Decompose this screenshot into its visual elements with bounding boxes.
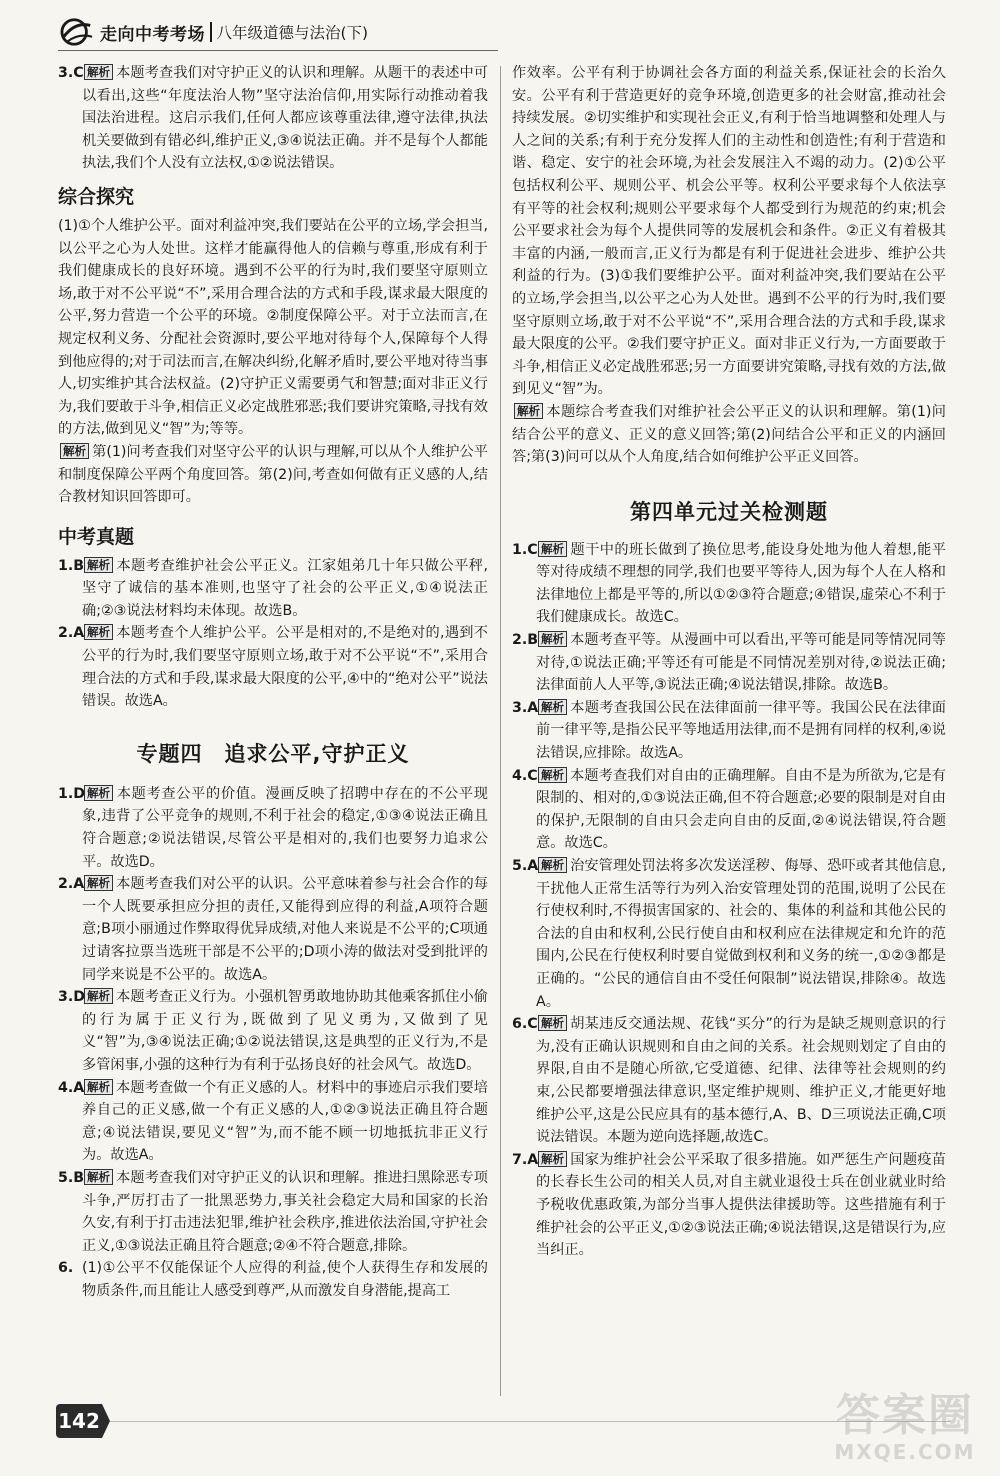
- page-header: [58, 14, 368, 50]
- site-watermark: [820, 1392, 990, 1472]
- jiexi-badge: 解析: [538, 541, 567, 557]
- jiexi-badge: 解析: [84, 64, 113, 80]
- jiexi-badge: 解析: [538, 857, 567, 873]
- jiexi-badge: 解析: [538, 631, 567, 647]
- answer-item: 3.A 解析 本题考查我国公民在法律面前一律平等。我国公民在法律面前一律平等,是指公民平等地适用法律,而不是拥有同样的权利,④说法错误,应排除。故选A。: [512, 699, 946, 762]
- jiexi-badge: 解析: [60, 443, 89, 459]
- brand-logo-icon: [58, 16, 96, 48]
- answer-item: 7.A 解析 国家为维护社会公平采取了很多措施。如严惩生产问题疫苗的长春长生公司的相关人员,对自主就业退役士兵在创业就业时给予税收优惠政策,为部分当事人提供法律援助等。这些措施有利于维护社会的公平正义,①②③说法正确;④说法错误,这是错误行为,应当纠正。: [512, 1151, 946, 1259]
- answer-text: (1)①个人维护公平。面对利益冲突,我们要站在公平的立场,学会担当,以公平之心为人处世。这样才能赢得他人的信赖与尊重,形成有利于我们健康成长的良好环境。遇到不公平的行为时,我们要坚守原则立场,敢于对不公平说“不”,采用合理合法的方式和手段,谋求最大限度的公平,努力营造一个公平的环境。②制度保障公平。对于立法而言,在规定权利义务、分配社会资源时,要公平地对待每个人,保障每个人得到他应得的;对于司法而言,在解决纠纷,化解矛盾时,要公平地对待当事人,切实维护其合法权益。(2)守护正义需要勇气和智慧;面对非正义行为,我们要敢于斗争,相信正义必定战胜邪恶;我们要讲究策略,寻找有效的方法,做到见义“智”为;等等。: [58, 217, 488, 438]
- jiexi-badge: 解析: [84, 557, 113, 573]
- page-number: 142: [56, 1404, 102, 1438]
- left-column: [58, 62, 488, 1303]
- answer-item: 4.A 解析 本题考查做一个有正义感的人。材料中的事迹启示我们要培养自己的正义感,做一个有正义感的人,①②③说法正确且符合题意;④说法错误,要见义“智”为,而不能不顾一切地抵抗非正义行为。故选A。: [58, 1079, 488, 1164]
- header-divider: [210, 22, 212, 42]
- jiexi-badge: 解析: [514, 403, 543, 419]
- answer-item: 2.B 解析 本题考查平等。从漫画中可以看出,平等可能是同等情况同等对待,①说法正确;平等还有可能是不同情况差别对待,②说法正确;法律面前人人平等,③说法正确;④说法错误,排除。故选B。: [512, 632, 946, 694]
- chapter-title: 专题四 追求公平,守护正义: [136, 741, 410, 766]
- analysis-text: 解析 本题综合考查我们对维护社会公平正义的认识和理解。第(1)问结合公平的意义、正义的意义回答;第(2)问结合公平和正义的内涵回答;第(3)问可以从个人角度,结合如何维护公平正义回答。: [512, 403, 946, 466]
- answer-item: 1.B 解析 本题考查维护社会公平正义。江家姐弟几十年只做公平秤,坚守了诚信的基本准则,也坚守了社会的公平正义,①④说法正确;②③说法材料均未体现。故选B。: [58, 557, 488, 619]
- header-brand: 走向中考考场: [100, 24, 205, 45]
- answer-item: 2.A 解析 本题考查我们对公平的认识。公平意味着参与社会合作的每一个人既要承担应分担的责任,又能得到应得的利益,A项符合题意;B项小丽通过作弊取得优异成绩,对他人来说是不公平的;C项通过请客拉票当选班干部是不公平的;D项小涛的做法对受到批评的同学来说是不公平的。故选A。: [58, 876, 488, 983]
- answer-item: 5.A 解析 治安管理处罚法将多次发送淫秽、侮辱、恐吓或者其他信息,干扰他人正常生活等行为列入治安管理处罚的范围,说明了公民在行使权利时,不得损害国家的、社会的、集体的利益和其他公民的合法的自由和权利,公民行使自由和权利应在法律规定和允许的范围内,公民在行使权利时要自觉做到权利和义务的统一,①②③都是正确的。“公民的通信自由不受任何限制”说法错误,排除④。故选A。: [512, 858, 946, 1010]
- section-title: 中考真题: [58, 525, 135, 548]
- column-divider: [500, 66, 501, 1396]
- header-subtitle: 八年级道德与法治(下): [216, 24, 369, 42]
- jiexi-badge: 解析: [84, 1079, 113, 1095]
- answer-item: 6. (1)①公平不仅能保证个人应得的利益,使个人获得生存和发展的物质条件,而且能让人感受到尊严,从而激发自身潜能,提高工: [58, 1260, 488, 1299]
- jiexi-badge: 解析: [538, 699, 567, 715]
- jiexi-badge: 解析: [84, 1169, 113, 1185]
- answer-item: 3.C 解析 本题考查我们对守护正义的认识和理解。从题干的表述中可以看出,这些“年度法治人物”坚守法治信仰,用实际行动推动着我国法治进程。这启示我们,任何人都应该尊重法律,遵守法律,执法机关要做到有错必纠,维护正义,③④说法正确。并不是每个人都能执法,我们个人没有立法权,①②说法错误。: [58, 65, 488, 172]
- answer-item: 3.D 解析 本题考查正义行为。小强机智勇敢地协助其他乘客抓住小偷的行为属于正义行为,既做到了见义勇为,又做到了见义“智”为,③④说法正确;①②说法错误,这是典型的正义行为,不是多管闲事,小强的这种行为有利于弘扬良好的社会风气。故选D。: [58, 989, 488, 1073]
- watermark-main: 答案圈: [836, 1390, 974, 1441]
- jiexi-badge: 解析: [538, 1015, 567, 1031]
- jiexi-badge: 解析: [84, 785, 113, 801]
- answer-item: 1.C 解析 题干中的班长做到了换位思考,能设身处地为他人着想,能平等对待成绩不理想的同学,我们也要平等待人,因为每个人在人格和法律地位上都是平等的,所以①②③符合题意;④错误,虚荣心不利于我们健康成长。故选C。: [512, 541, 946, 626]
- jiexi-badge: 解析: [84, 988, 113, 1004]
- header-rule: [58, 50, 498, 51]
- answer-item: 2.A 解析 本题考查个人维护公平。公平是相对的,不是绝对的,遇到不公平的行为时,我们要坚守原则立场,敢于对不公平说“不”,采用合理合法的方式和手段,谋求最大限度的公平,④中的“绝对公平”说法错误。故选A。: [58, 625, 488, 710]
- right-column: [512, 62, 946, 1262]
- analysis-text: 解析 第(1)问考查我们对坚守公平的认识与理解,可以从个人维护公平和制度保障公平两个角度回答。第(2)问,考查如何做有正义感的人,结合教材知识回答即可。: [58, 443, 488, 506]
- jiexi-badge: 解析: [84, 624, 113, 640]
- section-title: 综合探究: [58, 185, 135, 208]
- answer-item: 1.D 解析 本题考查公平的价值。漫画反映了招聘中存在的不公平现象,违背了公平竞争的规则,不利于社会的稳定,①③④说法正确且符合题意;②说法错误,尽管公平是相对的,我们也要努力追求公平。故选D。: [58, 785, 488, 870]
- jiexi-badge: 解析: [538, 1151, 567, 1167]
- answer-item: 5.B 解析 本题考查我们对守护正义的认识和理解。推进扫黑除恶专项斗争,严厉打击了一批黑恶势力,事关社会稳定大局和国家的长治久安,有利于打击违法犯罪,维护社会秩序,推进依法治国,守护社会正义,①③说法正确且符合题意;②④不符合题意,排除。: [58, 1169, 488, 1254]
- answer-item: 4.C 解析 本题考查我们对自由的正确理解。自由不是为所欲为,它是有限制的、相对的,①③说法正确,但不符合题意;必要的限制是对自由的保护,无限制的自由只会走向自由的反面,②④说法错误,符合题意。故选C。: [512, 767, 946, 852]
- answer-item: 6.C 解析 胡某违反交通法规、花钱“买分”的行为是缺乏规则意识的行为,没有正确认识规则和自由之间的关系。社会规则划定了自由的界限,自由不是随心所欲,它受道德、纪律、法律等社会规则的约束,公民都要增强法律意识,坚定维护规则、维护正义,才能更好地维护公平,这是公民应具有的基本德行,A、B、D三项说法正确,C项说法错误。本题为逆向选择题,故选C。: [512, 1016, 946, 1146]
- jiexi-badge: 解析: [84, 875, 113, 891]
- jiexi-badge: 解析: [538, 767, 567, 783]
- answer-text: 作效率。公平有利于协调社会各方面的利益关系,保证社会的长治久安。公平有利于营造更好的竞争环境,创造更多的社会财富,推动社会持续发展。②切实维护和实现社会正义,有利于恰当地调整和处理人与人之间的关系;有利于充分发挥人们的主动性和创造性;有利于营造和谐、稳定、安宁的社会环境,为社会发展注入不竭的动力。(2)①公平包括权利公平、规则公平、机会公平等。权利公平要求每个人依法享有平等的社会权利;规则公平要求每个人都受到行为规范的约束;机会公平要求社会为每个人提供同等的发展机会和条件。②正义有着极其丰富的内涵,一般而言,正义行为都是有利于促进社会进步、维护公共利益的行为。(3)①我们要维护公平。面对利益冲突,我们要站在公平的立场,学会担当,以公平之心为人处世。遇到不公平的行为时,我们要坚守原则立场,敢于对不公平说“不”,采用合理合法的方式和手段,谋求最大限度的公平。②我们要守护正义。面对非正义行为,一方面要敢于斗争,相信正义必定战胜邪恶;另一方面要讲究策略,寻找有效的方法,做到见义“智”为。: [512, 65, 946, 398]
- chapter-title: 第四单元过关检测题: [630, 499, 828, 524]
- watermark-sub: MXQE.COM: [834, 1440, 976, 1464]
